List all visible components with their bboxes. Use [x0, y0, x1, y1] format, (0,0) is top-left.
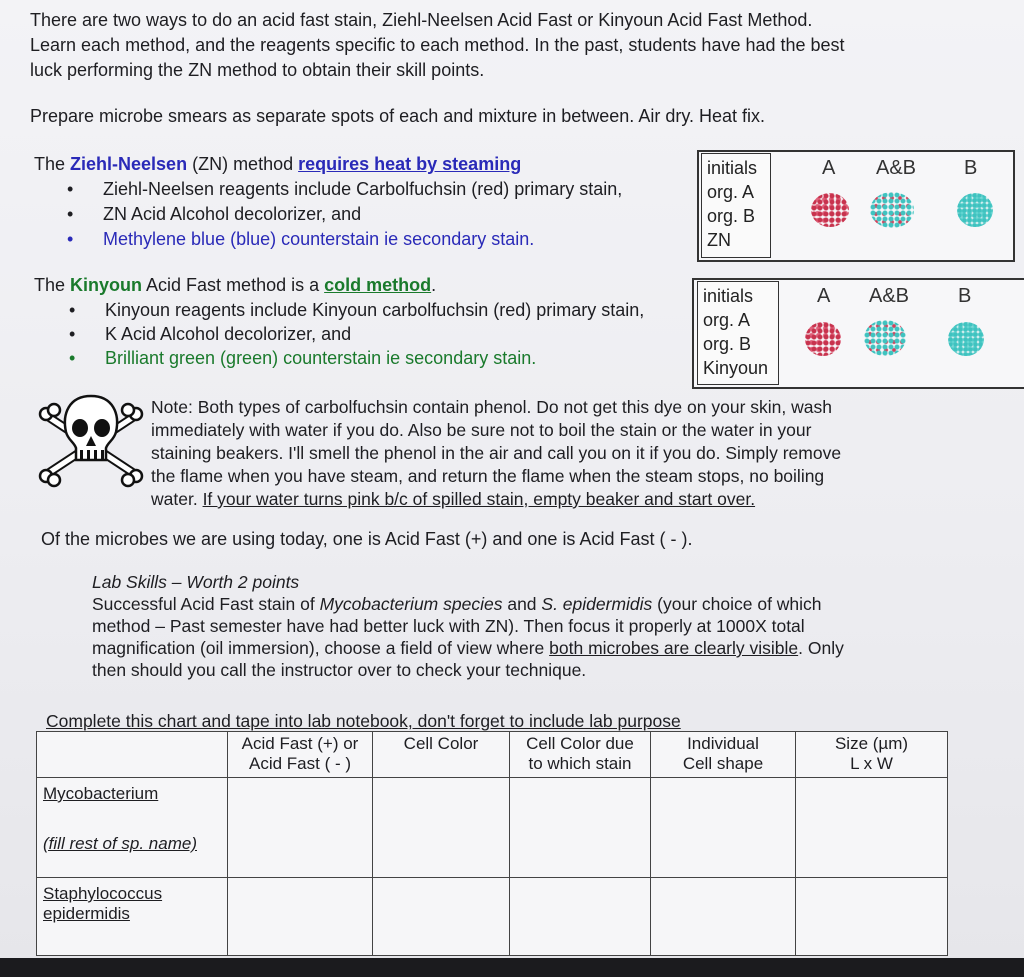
intro-line: Learn each method, and the reagents specific to each method. In the past, students have had the best: [30, 35, 845, 55]
note-line: staining beakers. I'll smell the phenol in the air and call you on it if you do. Simply remove: [151, 443, 842, 463]
text: . Only: [798, 638, 844, 658]
intro-line: luck performing the ZN method to obtain their skill points.: [30, 60, 485, 80]
zn-col-b: B: [964, 157, 978, 179]
slide-label-method: ZN: [707, 230, 731, 250]
input-cell[interactable]: [651, 778, 796, 878]
text: and: [502, 594, 542, 614]
bullet-text: K Acid Alcohol decolorizer, and: [105, 324, 352, 344]
zn-bullet: [67, 227, 535, 252]
kinyoun-spot-ab: [864, 320, 906, 356]
text: (your choice of which: [652, 594, 822, 614]
bullet-dot: •: [67, 179, 74, 199]
header-cell-blank: [37, 732, 228, 778]
input-cell[interactable]: [651, 878, 796, 956]
bullet-text: Methylene blue (blue) counterstain ie secondary stain.: [103, 229, 535, 249]
kinyoun-bullet: [69, 346, 537, 371]
row-name: Staphylococcus epidermidis: [43, 884, 163, 923]
note-line: the flame when you have steam, and return the flame when the steam stops, no boiling: [151, 466, 825, 486]
kinyoun-col-a: A: [817, 285, 831, 307]
lab-skills-line: then should you call the instructor over to check your technique.: [92, 660, 587, 680]
row-subnote: (fill rest of sp. name): [43, 834, 197, 853]
bullet-text: ZN Acid Alcohol decolorizer, and: [103, 204, 362, 224]
slide-label-org-a: org. A: [707, 182, 755, 202]
kinyoun-name: Kinyoun: [70, 275, 143, 295]
kinyoun-end: .: [431, 275, 437, 295]
slide-label-org-b: org. B: [707, 206, 756, 226]
slide-label-initials: initials: [703, 286, 754, 306]
input-cell[interactable]: [373, 778, 510, 878]
zn-name: Ziehl-Neelsen: [70, 154, 188, 174]
slide-label-initials: initials: [707, 158, 758, 178]
kinyoun-spot-b: [948, 322, 984, 356]
kinyoun-bullet: [69, 322, 352, 347]
table-row: [37, 778, 948, 878]
zn-bullet: [67, 202, 362, 227]
bullet-text: Ziehl-Neelsen reagents include Carbolfuchsin (red) primary stain,: [103, 179, 623, 199]
bullet-dot: •: [67, 204, 74, 224]
input-cell[interactable]: [796, 878, 948, 956]
input-cell[interactable]: [228, 878, 373, 956]
bullet-dot: •: [67, 229, 74, 249]
input-cell[interactable]: [796, 778, 948, 878]
microbes-statement: Of the microbes we are using today, one is Acid Fast (+) and one is Acid Fast ( - ).: [41, 529, 693, 549]
zn-bullet: [67, 177, 623, 202]
header-size: Size (µm) L x W: [796, 732, 948, 778]
zn-prefix: The: [34, 154, 71, 174]
header-cell-shape: Individual Cell shape: [651, 732, 796, 778]
intro-line: There are two ways to do an acid fast stain, Ziehl-Neelsen Acid Fast or Kinyoun Acid Fast Method.: [30, 10, 813, 30]
zn-slide-labels: [701, 153, 771, 258]
lab-skills: [92, 571, 942, 681]
zn-col-ab: A&B: [876, 157, 917, 179]
zn-col-a: A: [822, 157, 836, 179]
input-cell[interactable]: [510, 878, 651, 956]
input-cell[interactable]: [228, 778, 373, 878]
slide-label-method: Kinyoun: [703, 358, 769, 378]
lab-skills-line: [92, 637, 942, 659]
bullet-dot: •: [69, 300, 76, 320]
kinyoun-mid: Acid Fast method is a: [142, 275, 325, 295]
bullet-dot: •: [69, 348, 76, 368]
zn-spot-a: [811, 193, 849, 227]
note-warning-underlined: If your water turns pink b/c of spilled stain, empty beaker and start over.: [202, 489, 756, 509]
kinyoun-col-ab: A&B: [869, 285, 910, 307]
lab-skills-line: method – Past semester have had better luck with ZN). Then focus it properly at 1000X total: [92, 616, 805, 636]
row-name: Mycobacterium: [43, 784, 159, 803]
zn-spot-b: [957, 193, 993, 227]
note-last-prefix: water.: [151, 489, 203, 509]
row-label-cell: [37, 878, 228, 956]
safety-note: [151, 396, 951, 511]
prepare-instructions: Prepare microbe smears as separate spots of each and mixture in between. Air dry. Heat fix.: [30, 106, 766, 126]
table-row: [37, 878, 948, 956]
kinyoun-bullet: [69, 298, 645, 323]
kinyoun-heading: [34, 273, 436, 298]
slide-label-org-a: org. A: [703, 310, 751, 330]
input-cell[interactable]: [373, 878, 510, 956]
note-line: [151, 488, 951, 511]
skull-crossbones-icon: [36, 388, 146, 498]
bullet-dot: •: [69, 324, 76, 344]
table-header-row: [37, 732, 948, 778]
lab-skills-title: Lab Skills – Worth 2 points: [92, 572, 300, 592]
kinyoun-requirement: cold method: [324, 275, 432, 295]
note-line: immediately with water if you do. Also be sure not to boil the stain or the water in your: [151, 420, 812, 440]
zn-heading: [34, 152, 521, 177]
kinyoun-spot-a: [805, 322, 841, 356]
intro-paragraph: [30, 8, 990, 83]
species-name: S. epidermidis: [541, 594, 653, 614]
text: Successful Acid Fast stain of: [92, 594, 320, 614]
text: magnification (oil immersion), choose a field of view where: [92, 638, 550, 658]
input-cell[interactable]: [510, 778, 651, 878]
lab-chart-table: [36, 731, 948, 956]
header-stain: Cell Color due to which stain: [510, 732, 651, 778]
bullet-text: Brilliant green (green) counterstain ie secondary stain.: [105, 348, 537, 368]
slide-label-org-b: org. B: [703, 334, 752, 354]
lab-skills-line: [92, 593, 942, 615]
kinyoun-col-b: B: [958, 285, 972, 307]
bullet-text: Kinyoun reagents include Kinyoun carbolfuchsin (red) primary stain,: [105, 300, 645, 320]
zn-requirement: requires heat by steaming: [298, 154, 522, 174]
kinyoun-prefix: The: [34, 275, 71, 295]
kinyoun-slide-labels: [697, 281, 779, 385]
screen-bottom-edge: [0, 958, 1024, 977]
chart-instruction: Complete this chart and tape into lab notebook, don't forget to include lab purpose: [46, 711, 681, 731]
zn-mid: (ZN) method: [187, 154, 299, 174]
header-cell-color: Cell Color: [373, 732, 510, 778]
header-acid-fast: Acid Fast (+) or Acid Fast ( - ): [228, 732, 373, 778]
underlined-text: both microbes are clearly visible: [549, 638, 799, 658]
species-name: Mycobacterium species: [319, 594, 503, 614]
note-line: Note: Both types of carbolfuchsin contain phenol. Do not get this dye on your skin, wash: [151, 397, 832, 417]
row-label-cell: [37, 778, 228, 878]
zn-spot-ab: [870, 192, 914, 228]
